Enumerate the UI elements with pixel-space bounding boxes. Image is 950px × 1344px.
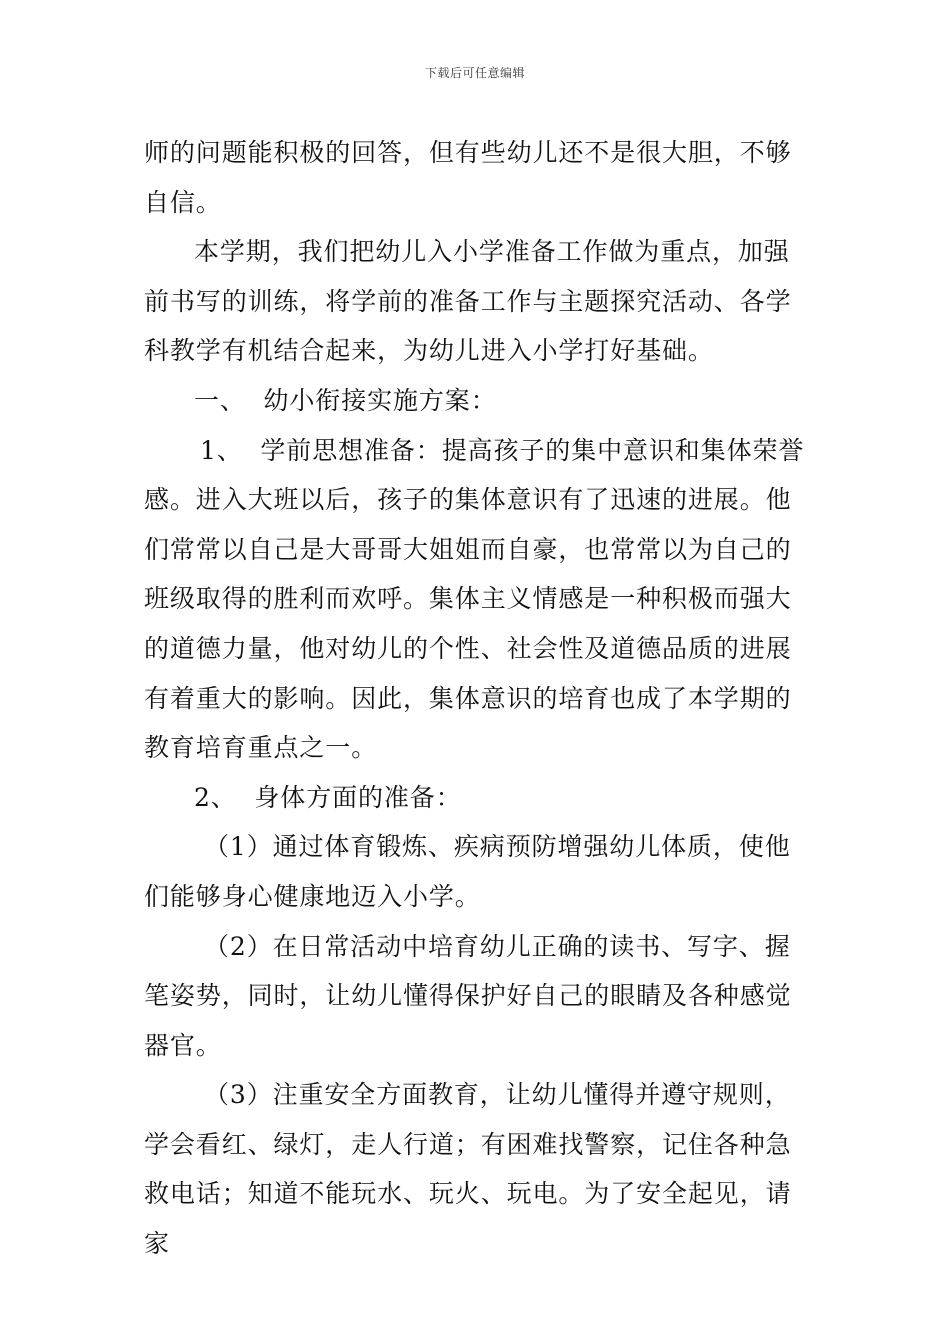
list-item-3: （3）注重安全方面教育，让幼儿懂得并遵守规则，学会看红、绿灯，走人行道；有困难找警察，记住各种急救电话；知道不能玩水、玩火、玩电。为了安全起见，请家 <box>144 1080 792 1259</box>
paragraph-mental-preparation: 1、 学前思想准备：提高孩子的集中意识和集体荣誉感。进入大班以后，孩子的集体意识有了迅速的进展。他们常常以自己是大哥哥大姐姐而自豪，也常常以为自己的班级取得的胜利而欢呼。集体主义情感是一种积极而强大的道德力量，他对幼儿的个性、社会性及道德品质的进展有着重大的影响。因此，集体意识的培育也成了本学期的教育培育重点之一。 <box>144 435 805 763</box>
document-body <box>144 128 806 1269</box>
paragraph-continuation: 师的问题能积极的回答，但有些幼儿还不是很大胆，不够自信。 <box>144 138 792 217</box>
paragraph-semester-focus: 本学期，我们把幼儿入小学准备工作做为重点，加强前书写的训练，将学前的准备工作与主题探究活动、各学科教学有机结合起来，为幼儿进入小学打好基础。 <box>144 237 792 366</box>
section-heading-plan: 一、 幼小衔接实施方案： <box>194 385 497 415</box>
page-header-note: 下载后可任意编辑 <box>424 66 525 80</box>
list-item-2: （2）在日常活动中培育幼儿正确的读书、写字、握笔姿势，同时，让幼儿懂得保护好自己的眼睛及各种感觉器官。 <box>144 931 792 1060</box>
list-item-1: （1）通过体育锻炼、疾病预防增强幼儿体质，使他们能够身心健康地迈入小学。 <box>144 832 791 911</box>
subheading-physical-preparation: 2、 身体方面的准备： <box>194 782 462 812</box>
